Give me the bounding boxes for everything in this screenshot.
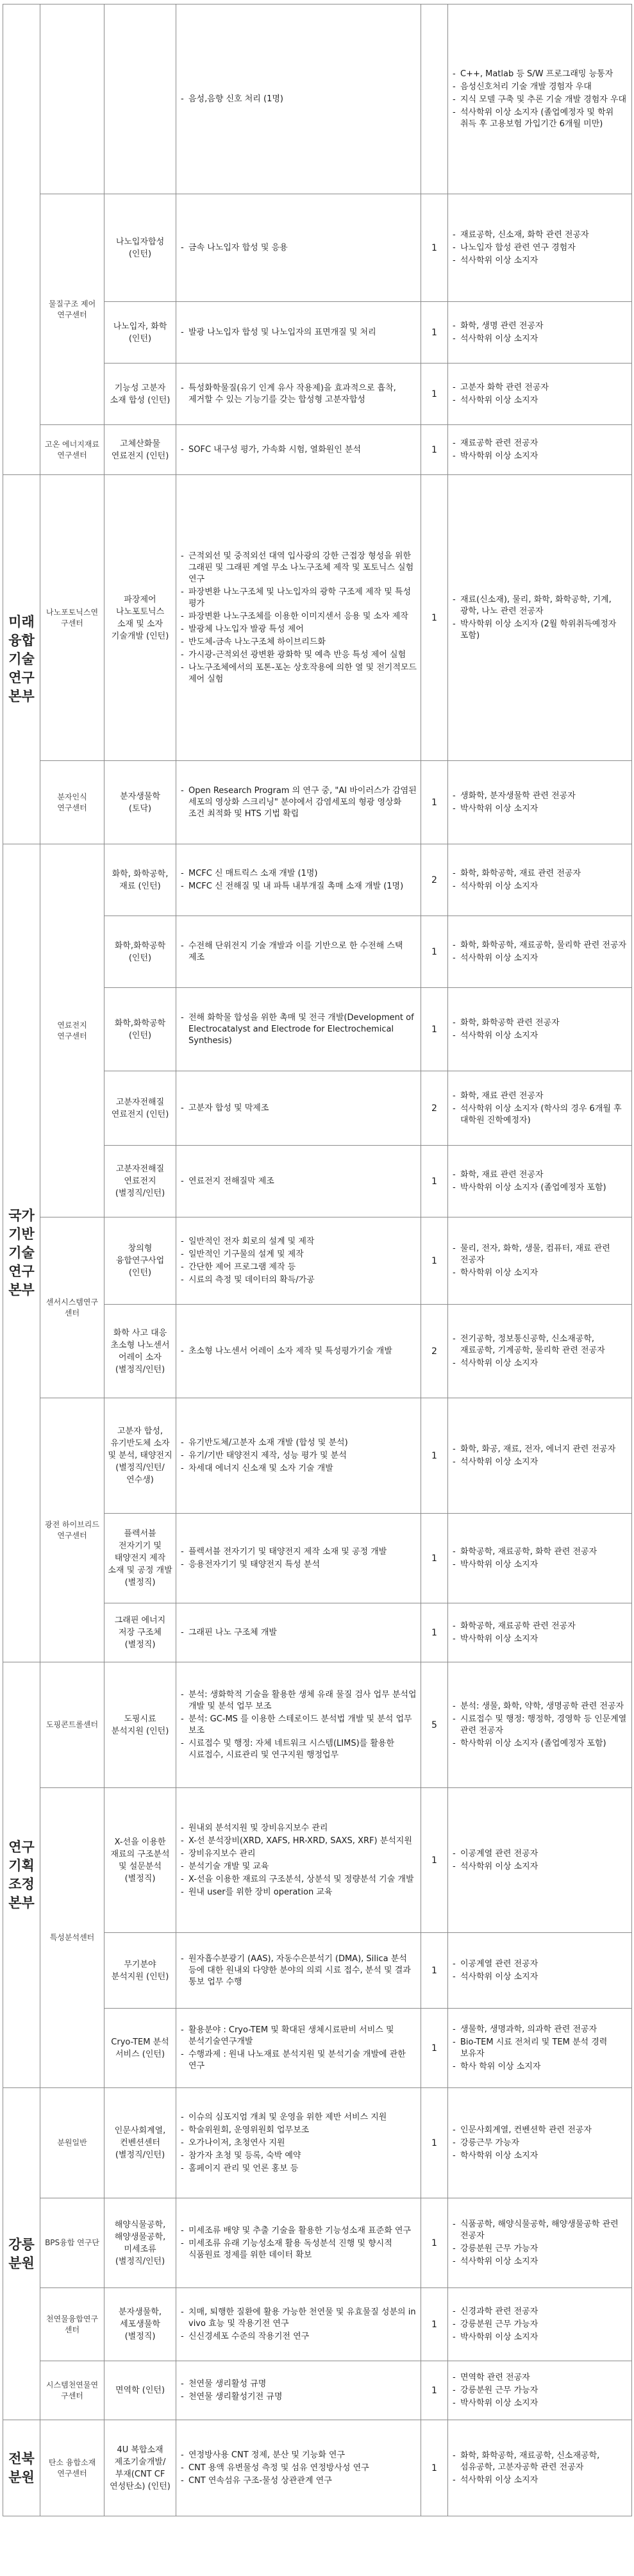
qual-item: - 석사학위 이상 소지자	[460, 953, 628, 964]
count-cell: 1	[421, 761, 448, 844]
qual-item: - 석사학위 이상 소지자	[460, 1861, 628, 1873]
qual-cell	[448, 2288, 632, 2361]
qual-item: - C++, Matlab 등 S/W 프로그래밍 능통자	[460, 69, 628, 80]
recruitment-table	[3, 4, 632, 2516]
qual-cell	[448, 194, 632, 302]
qual-cell	[448, 1305, 632, 1398]
qual-item: - 학사 학위 이상 소지자	[460, 2061, 628, 2073]
work-item: - MCFC 신 전해질 및 내 파특 내부개질 촉매 소재 개발 (1명)	[188, 881, 417, 892]
qual-cell	[448, 1398, 632, 1514]
center-cell: BPS융합 연구단	[40, 2198, 104, 2288]
work-cell	[176, 2361, 421, 2420]
qual-cell	[448, 4, 632, 194]
qual-cell	[448, 1217, 632, 1305]
qual-item: - 분석: 생물, 화학, 약학, 생명공학 관련 전공자	[460, 1701, 628, 1712]
qual-cell	[448, 2361, 632, 2420]
work-item: - 이슈의 심포지엄 개최 및 운영을 위한 제반 서비스 지원	[188, 2112, 417, 2123]
team-cell	[104, 4, 176, 194]
qual-item: - 물리, 전자, 화학, 생물, 컴퓨터, 재료 관련 전공자	[460, 1243, 628, 1266]
qual-item: - 화학, 화학공학, 재료공학, 물리학 관련 전공자	[460, 940, 628, 951]
team-cell: 플렉서블 전자기기 및 태양전지 제작 소재 및 공정 개발 (별정직)	[104, 1514, 176, 1603]
center-cell: 천연물융합연구센터	[40, 2288, 104, 2361]
table-row	[3, 2420, 632, 2516]
qual-cell	[448, 1071, 632, 1146]
work-item: - 학술위원회, 운영위원회 업무보조	[188, 2125, 417, 2136]
work-item: - 발광 나노입자 합성 및 나노입자의 표면개질 및 처리	[188, 327, 417, 339]
count-cell: 1	[421, 1788, 448, 1933]
work-item: - 오가나이저, 초청연사 지원	[188, 2137, 417, 2149]
work-item: - 전해 화학물 합성을 위한 촉매 및 전극 개발(Development of Electrocatalyst and Electrode for Electrochemical Synthesis)	[188, 1012, 417, 1047]
work-cell	[176, 2088, 421, 2198]
work-item: - 원내외 분석지원 및 장비유지보수 관리	[188, 1823, 417, 1834]
team-cell: 고분자전해질 연료전지 (인턴)	[104, 1071, 176, 1146]
work-item: - 미세조류 유래 기능성소재 활용 독성분석 진행 및 향시적 식품원료 정제를 위한 데이터 확보	[188, 2238, 417, 2261]
qual-cell	[448, 916, 632, 988]
work-cell	[176, 1933, 421, 2009]
work-item: - 그래핀 나노 구조체 개발	[188, 1627, 417, 1639]
work-item: - 플렉서블 전자기기 및 태양전지 제작 소재 및 공정 개발	[188, 1546, 417, 1558]
center-cell: 분원일반	[40, 2088, 104, 2198]
count-cell: 1	[421, 364, 448, 425]
work-item: - 미세조류 배양 및 추출 기술을 활용한 기능성소재 표준화 연구	[188, 2225, 417, 2237]
qual-cell	[448, 1603, 632, 1662]
work-cell	[176, 2009, 421, 2088]
qual-item: - 식품공학, 해양식물공학, 해양생물공학 관련 전공자	[460, 2219, 628, 2242]
team-cell: 4U 복합소재 제조기술개발/부재(CNT CF 연성탄소) (인턴)	[104, 2420, 176, 2516]
table-row	[3, 475, 632, 761]
qual-item: - 박사학위 이상 소지자	[460, 2332, 628, 2343]
work-item: - 시료접수 및 행정: 자체 네트워크 시스템(LIMS)를 활용한 시료접수, 시료관리 및 연구지원 행정업무	[188, 1738, 417, 1761]
qual-item: - 석사학위 이상 소지자 (졸업예정자 및 학위 취득 후 고용보험 가입기간 6개월 미만)	[460, 107, 628, 130]
work-item: - 파장변환 나노구조체 및 나노입자의 광학 구조제 제작 및 특성 평가	[188, 587, 417, 610]
center-cell: 탄소 융합소재 연구센터	[40, 2420, 104, 2516]
work-cell	[176, 1305, 421, 1398]
team-cell: X-선을 이용한 재료의 구조분석 및 설문분석 (별정직)	[104, 1788, 176, 1933]
work-item: - 분석: GC-MS 를 이용한 스테로이드 분석법 개발 및 분석 업무 보조	[188, 1714, 417, 1737]
qual-cell	[448, 475, 632, 761]
qual-item: - 강릉분원 근무 가능자	[460, 2385, 628, 2396]
qual-cell	[448, 2198, 632, 2288]
work-item: - 홈페이지 관리 및 언론 홍보 등	[188, 2163, 417, 2175]
table-row	[3, 2288, 632, 2361]
team-cell: 도핑시료 분석지원 (인턴)	[104, 1662, 176, 1788]
team-cell: 해양식물공학, 해양생물공학, 미세조류 (별정직/인턴)	[104, 2198, 176, 2288]
center-cell: 나노포토닉스연구센터	[40, 475, 104, 761]
work-item: - 천연물 생리활성기전 규명	[188, 2391, 417, 2403]
work-cell	[176, 302, 421, 364]
table-row	[3, 2088, 632, 2198]
work-item: - 유기반도체/고분자 소재 개발 (합성 및 분석)	[188, 1437, 417, 1449]
center-cell: 센서시스템연구센터	[40, 1217, 104, 1398]
qual-item: - 박사학위 이상 소지자	[460, 803, 628, 815]
count-cell: 1	[421, 2288, 448, 2361]
center-cell: 물질구조 제어 연구센터	[40, 194, 104, 425]
work-cell	[176, 475, 421, 761]
team-cell: 화학,화학공학 (인턴)	[104, 988, 176, 1071]
count-cell: 1	[421, 2088, 448, 2198]
team-cell: 나노입자합성 (인턴)	[104, 194, 176, 302]
work-cell	[176, 1662, 421, 1788]
qual-cell	[448, 2009, 632, 2088]
qual-item: - 재료공학, 신소재, 화학 관련 전공자	[460, 230, 628, 241]
work-item: - 장비유지보수 관리	[188, 1848, 417, 1860]
work-cell	[176, 1398, 421, 1514]
qual-cell	[448, 425, 632, 475]
work-item: - 치매, 퇴행한 질환에 활용 가능한 천연물 및 유효물질 성분의 in vivo 효능 및 작용기전 연구	[188, 2307, 417, 2330]
work-item: - 응용전자기기 및 태양전지 특성 분석	[188, 1559, 417, 1571]
count-cell: 1	[421, 2009, 448, 2088]
qual-item: - 화학, 화학공학, 재료 관련 전공자	[460, 868, 628, 880]
qual-item: - 재료(신소재), 물리, 화학, 화학공학, 기계, 광학, 나노 관련 전공자	[460, 594, 628, 617]
qual-item: - 생물학, 생명과학, 의과학 관련 전공자	[460, 2024, 628, 2036]
team-cell: 분자생물학, 세포생물학 (별정직)	[104, 2288, 176, 2361]
count-cell: 1	[421, 2361, 448, 2420]
work-item: - 발광체 나노입자 발광 특성 제어	[188, 624, 417, 635]
team-cell: 파장제어 나노포토닉스 소재 및 소자 기술개발 (인턴)	[104, 475, 176, 761]
qual-item: - 학사학위 이상 소지자 (졸업예정자 포함)	[460, 1738, 628, 1750]
qual-item: - 석사학위 이상 소지자	[460, 1971, 628, 1983]
division-cell: 국가 기반 기술 연구 본부	[3, 844, 40, 1662]
work-item: - SOFC 내구성 평가, 가속화 시험, 열화원인 분석	[188, 444, 417, 456]
work-item: - 일반적인 전자 회로의 설계 및 제작	[188, 1236, 417, 1248]
division-cell	[3, 4, 40, 475]
work-cell	[176, 1217, 421, 1305]
qual-item: - 박사학위 이상 소지자 (졸업예정자 포함)	[460, 1182, 628, 1194]
qual-item: - 화학, 재료 관련 전공자	[460, 1169, 628, 1181]
work-item: - 금속 나노입자 합성 및 응용	[188, 242, 417, 254]
qual-item: - 음성신호처리 기술 개발 경험자 우대	[460, 81, 628, 93]
team-cell: 화학,화학공학 (인턴)	[104, 916, 176, 988]
work-item: - 원내 user를 위한 장비 operation 교육	[188, 1887, 417, 1898]
qual-item: - 전기공학, 정보통신공학, 신소재공학, 재료공학, 기계공학, 물리학 관련 전공자	[460, 1334, 628, 1357]
center-cell: 시스템천연물연구센터	[40, 2361, 104, 2420]
qual-cell	[448, 1933, 632, 2009]
qual-item: - 학사학위 이상 소지자	[460, 2150, 628, 2162]
work-cell	[176, 2420, 421, 2516]
work-cell	[176, 1788, 421, 1933]
table-row	[3, 761, 632, 844]
qual-item: - 화학, 화공, 재료, 전자, 에너지 관련 전공자	[460, 1444, 628, 1455]
team-cell: 나노입자, 화학 (인턴)	[104, 302, 176, 364]
work-item: - 수행과제 : 원내 나노재료 분석지원 및 분석기술 개발에 관한 연구	[188, 2049, 417, 2072]
qual-item: - 생화학, 분자생물학 관련 전공자	[460, 790, 628, 802]
table-row	[3, 425, 632, 475]
qual-item: - 박사학위 이상 소지자	[460, 2398, 628, 2409]
team-cell: 기능성 고분자 소재 합성 (인턴)	[104, 364, 176, 425]
qual-cell	[448, 2088, 632, 2198]
team-cell: 화학, 화학공학, 재료 (인턴)	[104, 844, 176, 916]
center-cell: 도핑콘트롤센터	[40, 1662, 104, 1788]
count-cell: 5	[421, 1662, 448, 1788]
work-item: - 반도체-금속 나노구조체 하이브리드화	[188, 637, 417, 648]
team-cell: 고분자전해질 연료전지 (별정직/인턴)	[104, 1146, 176, 1217]
team-cell: 고분자 합성, 유기반도체 소자 및 분석, 태양전지 (별정직/인턴/연수생)	[104, 1398, 176, 1514]
team-cell: 분자생물학 (토닥)	[104, 761, 176, 844]
count-cell: 1	[421, 194, 448, 302]
center-cell: 연료전지 연구센터	[40, 844, 104, 1217]
work-cell	[176, 194, 421, 302]
work-item: - X-선을 이용한 재료의 구조분석, 상분석 및 정량분석 기술 개발	[188, 1874, 417, 1886]
work-item: - CNT 용액 유변물성 측정 및 섬유 연정방사성 연구	[188, 2463, 417, 2474]
qual-item: - 박사학위 이상 소지자	[460, 1559, 628, 1571]
team-cell: 무기분야 분석지원 (인턴)	[104, 1933, 176, 2009]
qual-item: - 인문사회계열, 컨벤션학 관련 전공자	[460, 2125, 628, 2136]
qual-item: - 고분자 화학 관련 전공자	[460, 382, 628, 394]
qual-cell	[448, 364, 632, 425]
qual-item: - 석사학위 이상 소지자	[460, 2256, 628, 2268]
qual-cell	[448, 761, 632, 844]
work-item: - 파장변환 나노구조체를 이용한 이미지센서 응용 및 소자 제작	[188, 611, 417, 623]
count-cell: 1	[421, 1933, 448, 2009]
team-cell: 창의형 융합연구사업 (인턴)	[104, 1217, 176, 1305]
qual-item: - 석사학위 이상 소지자	[460, 255, 628, 267]
work-cell	[176, 1603, 421, 1662]
team-cell: 그래핀 에너지 저장 구조체 (별정직)	[104, 1603, 176, 1662]
count-cell: 1	[421, 1398, 448, 1514]
qual-cell	[448, 988, 632, 1071]
qual-item: - 강릉분원 근무 가능자	[460, 2319, 628, 2330]
center-cell: 특성분석센터	[40, 1788, 104, 2088]
table-row	[3, 844, 632, 916]
team-cell: Cryo-TEM 분석 서비스 (인턴)	[104, 2009, 176, 2088]
qual-item: - 시료접수 및 행정: 행정학, 경영학 등 인문계열 관련 전공자	[460, 1714, 628, 1737]
qual-item: - 화학공학, 재료공학 관련 전공자	[460, 1621, 628, 1632]
qual-item: - 이공계열 관련 전공자	[460, 1848, 628, 1860]
work-item: - 특성화학물질(유기 인계 유사 작용제)을 효과적으로 흡착, 제거할 수 있는 기능기를 갖는 합성형 고분자합성	[188, 383, 417, 406]
table-row	[3, 1662, 632, 1788]
work-item: - 원자흡수분광기 (AAS), 자동수은분석기 (DMA), Silica 분석 등에 대한 원내외 다양한 분야의 의뢰 시료 접수, 분석 및 결과 통보 업무 수행	[188, 1953, 417, 1988]
count-cell: 2	[421, 844, 448, 916]
qual-item: - 석사학위 이상 소지자	[460, 1030, 628, 1042]
team-cell: 면역학 (인턴)	[104, 2361, 176, 2420]
count-cell	[421, 4, 448, 194]
qual-item: - 박사학위 이상 소지자 (2월 학위취득예정자 포함)	[460, 619, 628, 642]
qual-item: - 화학, 재료 관련 전공자	[460, 1091, 628, 1102]
qual-cell	[448, 2420, 632, 2516]
work-item: - 분석: 생화학적 기술을 활용한 생체 유래 물질 검사 업무 분석업 개발 및 분석 업무 보조	[188, 1689, 417, 1712]
work-item: - 신신경세포 수준의 작용기전 연구	[188, 2331, 417, 2343]
count-cell: 1	[421, 1217, 448, 1305]
work-item: - 근적외선 및 중적외선 대역 입사광의 강한 근접장 형성을 위한 그래핀 및 그래핀 계열 무소 나노구조체 제작 및 포토닉스 실험 연구	[188, 551, 417, 585]
work-item: - 시료의 측정 및 데이터의 확득/가공	[188, 1275, 417, 1286]
table-row	[3, 2361, 632, 2420]
table-row	[3, 4, 632, 194]
qual-cell	[448, 1146, 632, 1217]
qual-item: - 석사학위 이상 소지자	[460, 333, 628, 345]
count-cell: 1	[421, 302, 448, 364]
division-cell: 연구 기획 조정 본부	[3, 1662, 40, 2088]
work-item: - 가시광-근적외선 광변환 광화학 및 예측 반응 특성 제어 실험	[188, 649, 417, 661]
qual-item: - 나노입자 합성 관련 연구 경험자	[460, 242, 628, 254]
qual-item: - 석사학위 이상 소지자	[460, 1457, 628, 1468]
work-item: - 유기/기반 태양전지 제작, 성능 평가 및 분석	[188, 1450, 417, 1462]
count-cell: 2	[421, 1071, 448, 1146]
qual-item: - Bio-TEM 시료 전처리 및 TEM 분석 경력 보유자	[460, 2037, 628, 2060]
work-item: - 초소형 나노센서 어레이 소자 제작 및 특성평가기술 개발	[188, 1346, 417, 1357]
work-cell	[176, 2198, 421, 2288]
qual-item: - 석사학위 이상 소지자	[460, 881, 628, 892]
count-cell: 1	[421, 2420, 448, 2516]
work-item: - 참가자 초청 및 등록, 숙박 예약	[188, 2150, 417, 2162]
count-cell: 1	[421, 1514, 448, 1603]
team-cell: 고체산화물 연료전지 (인턴)	[104, 425, 176, 475]
table-row	[3, 194, 632, 302]
work-item: - Open Research Program 의 연구 중, "AI 바이러스가 감염된 세포의 영상화 스크리닝" 분야에서 감염세포의 형광 영상화 조건 최적화 및 HTS 기법 확립	[188, 785, 417, 820]
division-cell: 강릉 분원	[3, 2088, 40, 2420]
work-item: - 활용분야 : Cryo-TEM 및 확대된 생체시료판비 서비스 및 분석기술연구개발	[188, 2025, 417, 2048]
count-cell: 1	[421, 1146, 448, 1217]
work-cell	[176, 988, 421, 1071]
qual-item: - 석사학위 이상 소지자	[460, 1358, 628, 1369]
qual-cell	[448, 1662, 632, 1788]
count-cell: 2	[421, 1305, 448, 1398]
qual-item: - 학사학위 이상 소지자	[460, 1267, 628, 1279]
work-item: - MCFC 신 매트릭스 소재 개발 (1명)	[188, 868, 417, 880]
qual-item: - 강릉근무 가능자	[460, 2137, 628, 2149]
count-cell: 1	[421, 1603, 448, 1662]
qual-item: - 신경과학 관련 전공자	[460, 2306, 628, 2318]
qual-item: - 화학공학, 재료공학, 화학 관련 전공자	[460, 1546, 628, 1558]
qual-cell	[448, 1514, 632, 1603]
center-cell: 분자인식 연구센터	[40, 761, 104, 844]
work-cell	[176, 1071, 421, 1146]
qual-item: - 지식 모델 구축 및 추론 기술 개발 경험자 우대	[460, 94, 628, 106]
count-cell: 1	[421, 916, 448, 988]
team-cell: 화학 사고 대응 초소형 나노센서 어레이 소자 (별정직/인턴)	[104, 1305, 176, 1398]
work-cell	[176, 761, 421, 844]
qual-item: - 이공계열 관련 전공자	[460, 1959, 628, 1970]
count-cell: 1	[421, 425, 448, 475]
qual-item: - 면역학 관련 전공자	[460, 2372, 628, 2384]
work-item: - 연정방사용 CNT 정제, 분산 및 기능화 연구	[188, 2450, 417, 2461]
work-item: - 분석기술 개발 및 교육	[188, 1861, 417, 1873]
work-item: - 천연물 생리활성 규명	[188, 2379, 417, 2390]
work-item: - CNT 연속섬유 구조-물성 상관관계 연구	[188, 2475, 417, 2487]
work-item: - 간단한 제어 프로그램 제작 등	[188, 1262, 417, 1273]
work-item: - 음성,음향 신호 처리 (1명)	[188, 94, 417, 105]
division-cell: 미래 융합 기술 연구 본부	[3, 475, 40, 844]
count-cell: 1	[421, 2198, 448, 2288]
work-cell	[176, 916, 421, 988]
work-item: - 수전해 단위전지 기술 개발과 이를 기반으로 한 수전해 스택 제조	[188, 941, 417, 964]
work-item: - 나노구조체에서의 포톤-포논 상호작용에 의한 열 및 전기적모드 제어 실험	[188, 662, 417, 685]
work-cell	[176, 844, 421, 916]
table-row	[3, 1217, 632, 1305]
qual-item: - 석사학위 이상 소지자	[460, 395, 628, 406]
work-item: - 일반적인 기구물의 설계 및 제작	[188, 1249, 417, 1260]
work-item: - 고분자 합성 및 막제조	[188, 1103, 417, 1114]
qual-item: - 화학, 화학공학, 재료공학, 신소재공학, 섬유공학, 고분자공학 관련 전공자	[460, 2450, 628, 2473]
table-row	[3, 1788, 632, 1933]
work-item: - 연료전지 전해질막 제조	[188, 1176, 417, 1187]
count-cell: 1	[421, 988, 448, 1071]
table-row	[3, 1398, 632, 1514]
division-cell: 전북 분원	[3, 2420, 40, 2516]
qual-item: - 석사학위 이상 소지자	[460, 2475, 628, 2486]
qual-item: - 화학, 화학공학 관련 전공자	[460, 1017, 628, 1029]
qual-item: - 박사학위 이상 소지자	[460, 451, 628, 462]
qual-item: - 화학, 생명 관련 전공자	[460, 321, 628, 332]
work-cell	[176, 364, 421, 425]
table-row	[3, 2198, 632, 2288]
work-cell	[176, 4, 421, 194]
work-cell	[176, 425, 421, 475]
work-cell	[176, 2288, 421, 2361]
count-cell: 1	[421, 475, 448, 761]
qual-item: - 재료공학 관련 전공자	[460, 438, 628, 449]
center-cell: 광전 하이브리드 연구센터	[40, 1398, 104, 1662]
qual-item: - 강릉분원 근무 가능자	[460, 2243, 628, 2255]
work-item: - 차세대 에너지 신소재 및 소자 기술 개발	[188, 1463, 417, 1475]
qual-item: - 석사학위 이상 소지자 (학사의 경우 6개월 후 대학원 진학예정자)	[460, 1103, 628, 1126]
team-cell: 인문사회계열, 컨벤션센터 (별정직/인턴)	[104, 2088, 176, 2198]
work-cell	[176, 1514, 421, 1603]
work-item: - X-선 분석장비(XRD, XAFS, HR-XRD, SAXS, XRF) 분석지원	[188, 1836, 417, 1847]
work-cell	[176, 1146, 421, 1217]
qual-cell	[448, 302, 632, 364]
center-cell: 고온 에너지재료 연구센터	[40, 425, 104, 475]
center-cell	[40, 4, 104, 194]
qual-cell	[448, 1788, 632, 1933]
qual-cell	[448, 844, 632, 916]
qual-item: - 박사학위 이상 소지자	[460, 1634, 628, 1645]
